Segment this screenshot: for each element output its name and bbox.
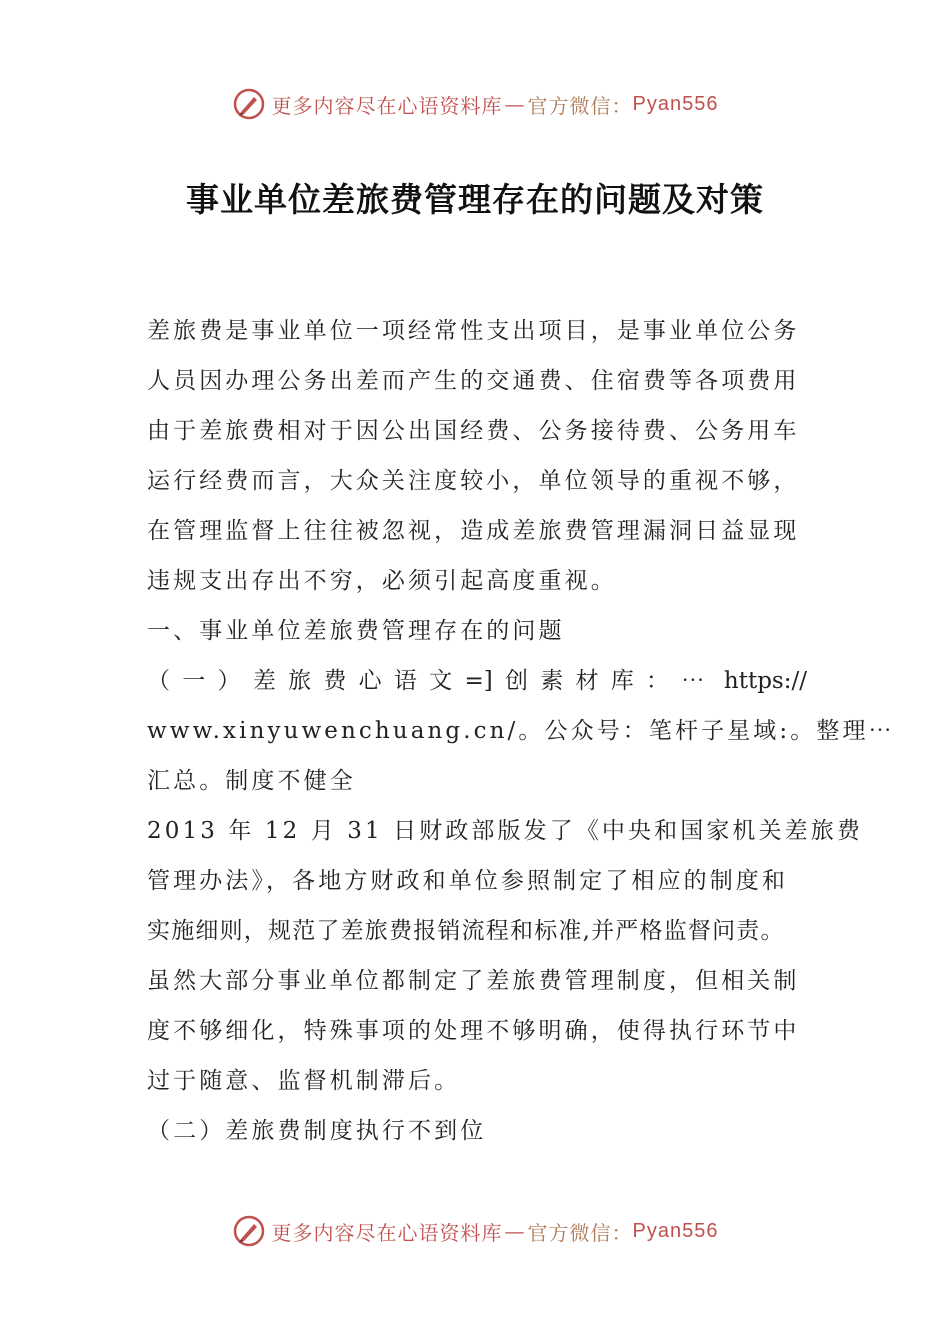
body-line: 人员因办理公务出差而产生的交通费、住宿费等各项费用 [147,368,800,394]
subsection-heading: 汇总。制度不健全 [147,768,356,794]
body-line: 由于差旅费相对于因公出国经费、公务接待费、公务用车 [147,418,800,444]
section-heading: 一、事业单位差旅费管理存在的问题 [147,618,565,644]
document-body [147,306,895,1156]
pen-logo-icon [232,87,266,121]
pen-logo-icon [232,1214,266,1248]
banner-site-text: 更多内容尽在心语资料库 [271,1220,503,1245]
body-line: www.xinyuwenchuang.cn/。公众号：笔杆子星域:。整理⋯ [147,718,895,744]
footer-watermark-banner [0,1211,950,1251]
body-line: 违规支出存出不穷，必须引起高度重视。 [147,568,617,594]
banner-wechat-label: 官方微信： [527,1220,633,1245]
banner-dash: — [504,92,526,116]
banner-dash: — [504,1219,526,1243]
body-line: 2013 年 12 月 31 日财政部版发了《中央和国家机关差旅费 [147,818,863,844]
banner-site-text: 更多内容尽在心语资料库 [271,93,503,118]
body-line: （一）差旅费心语文=]创素材库：⋯ https:// [147,668,807,694]
header-watermark-banner [0,84,950,124]
body-line: 运行经费而言，大众关注度较小，单位领导的重视不够， [147,468,800,494]
banner-wechat-id: Pyan556 [632,92,719,115]
body-line: 度不够细化，特殊事项的处理不够明确，使得执行环节中 [147,1018,800,1044]
document-title: 事业单位差旅费管理存在的问题及对策 [186,180,764,219]
body-line: 在管理监督上往往被忽视，造成差旅费管理漏洞日益显现 [147,518,800,544]
body-line: 差旅费是事业单位一项经常性支出项目，是事业单位公务 [147,318,800,344]
body-line: 虽然大部分事业单位都制定了差旅费管理制度，但相关制 [147,968,800,994]
banner-wechat-label: 官方微信： [527,93,633,118]
subsection-heading: （二）差旅费制度执行不到位 [147,1118,487,1144]
body-line: 实施细则，规范了差旅费报销流程和标准,并严格监督问责。 [147,918,785,944]
body-line: 管理办法》，各地方财政和单位参照制定了相应的制度和 [147,868,788,894]
body-line: 过于随意、监督机制滞后。 [147,1068,461,1094]
banner-wechat-id: Pyan556 [632,1219,719,1242]
